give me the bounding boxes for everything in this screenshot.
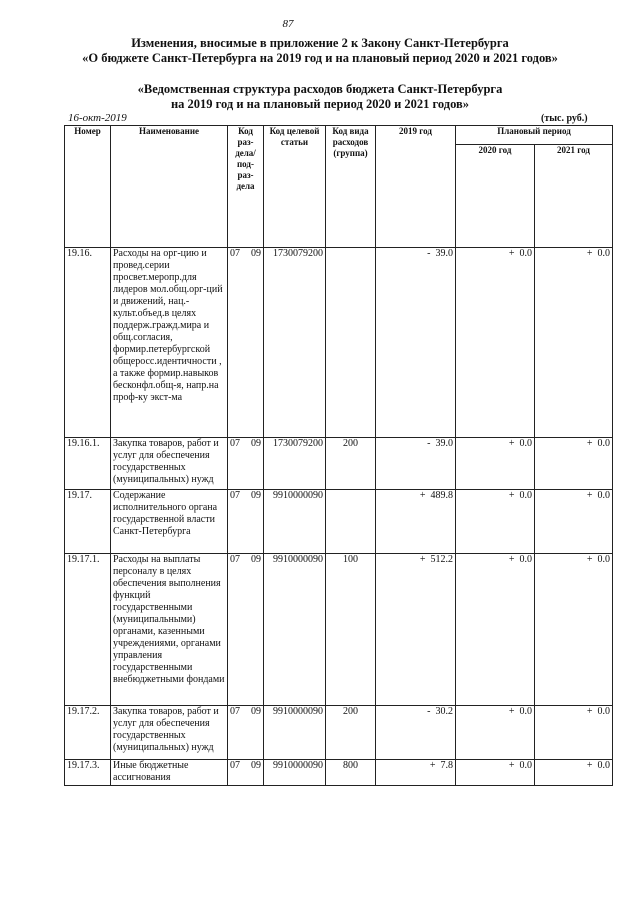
document-date: 16-окт-2019 <box>68 112 127 124</box>
title-line-1: Изменения, вносимые в приложение 2 к Закону Санкт-Петербурга <box>131 36 509 50</box>
row-name: Закупка товаров, работ и услуг для обеспечения государственных (муниципальных) нужд <box>111 438 228 490</box>
row-amount-2019: - 39.0 <box>376 248 456 438</box>
podrazdel-code: 09 <box>251 438 261 449</box>
header-name: Наименование <box>111 126 228 248</box>
row-amount-2020: + 0.0 <box>456 490 535 554</box>
document-subtitle <box>0 82 640 112</box>
header-2021: 2021 год <box>535 145 613 248</box>
row-amount-2020: + 0.0 <box>456 706 535 760</box>
document-title <box>0 36 640 66</box>
razdel-code: 07 <box>230 706 240 717</box>
table-row <box>65 248 613 438</box>
row-name: Иные бюджетные ассигнования <box>111 760 228 786</box>
header-2020: 2020 год <box>456 145 535 248</box>
row-target-article: 9910000090 <box>264 554 326 706</box>
row-amount-2019: - 39.0 <box>376 438 456 490</box>
row-expense-type: 800 <box>326 760 376 786</box>
row-target-article: 9910000090 <box>264 490 326 554</box>
row-number: 19.17.3. <box>65 760 111 786</box>
row-razdel <box>228 554 264 706</box>
row-razdel <box>228 248 264 438</box>
row-target-article: 1730079200 <box>264 248 326 438</box>
header-expense-type: Код вида расходов (группа) <box>326 126 376 248</box>
razdel-code: 07 <box>230 760 240 771</box>
row-amount-2021: + 0.0 <box>535 554 613 706</box>
subtitle-line-2: на 2019 год и на плановый период 2020 и 2021 годов» <box>170 97 470 111</box>
row-number: 19.17.1. <box>65 554 111 706</box>
row-razdel <box>228 438 264 490</box>
row-name: Расходы на выплаты персоналу в целях обеспечения выполнения функций государственными (муниципальными) органами, казенными учреждениями, органами управления государственными внебюджетными фондами <box>111 554 228 706</box>
row-razdel <box>228 490 264 554</box>
razdel-code: 07 <box>230 490 240 501</box>
units-label: (тыс. руб.) <box>541 113 588 124</box>
podrazdel-code: 09 <box>251 760 261 771</box>
razdel-code: 07 <box>230 438 240 449</box>
podrazdel-code: 09 <box>251 490 261 501</box>
row-number: 19.16. <box>65 248 111 438</box>
table-row <box>65 554 613 706</box>
table-body <box>65 248 613 786</box>
row-expense-type: 200 <box>326 706 376 760</box>
row-amount-2021: + 0.0 <box>535 438 613 490</box>
row-amount-2020: + 0.0 <box>456 760 535 786</box>
row-number: 19.17. <box>65 490 111 554</box>
row-target-article: 1730079200 <box>264 438 326 490</box>
razdel-code: 07 <box>230 554 240 565</box>
row-name: Расходы на орг-цию и провед.серии просвет.меропр.для лидеров мол.общ.орг-ций и движений, нац.-культ.объед.в целях поддерж.гражд.мира и общ.согласия, формир.петербургской общеросс.идентичности , а также формир.навыков бесконфл.общ-я, напр.на проф-ку экст-ма <box>111 248 228 438</box>
row-razdel <box>228 706 264 760</box>
row-amount-2021: + 0.0 <box>535 760 613 786</box>
row-amount-2019: - 30.2 <box>376 706 456 760</box>
header-razdel: Код раз- дела/ под- раз- дела <box>228 126 264 248</box>
table-row <box>65 438 613 490</box>
row-number: 19.16.1. <box>65 438 111 490</box>
row-target-article: 9910000090 <box>264 706 326 760</box>
header-number: Номер <box>65 126 111 248</box>
razdel-code: 07 <box>230 248 240 259</box>
row-expense-type: 200 <box>326 438 376 490</box>
title-line-2: «О бюджете Санкт-Петербурга на 2019 год и на плановый период 2020 и 2021 годов» <box>82 51 558 65</box>
row-amount-2020: + 0.0 <box>456 248 535 438</box>
podrazdel-code: 09 <box>251 554 261 565</box>
row-number: 19.17.2. <box>65 706 111 760</box>
row-name: Содержание исполнительного органа государственной власти Санкт-Петербурга <box>111 490 228 554</box>
row-expense-type: 100 <box>326 554 376 706</box>
row-amount-2021: + 0.0 <box>535 248 613 438</box>
row-amount-2019: + 7.8 <box>376 760 456 786</box>
header-plan-period: Плановый период <box>456 126 613 145</box>
row-amount-2021: + 0.0 <box>535 490 613 554</box>
row-name: Закупка товаров, работ и услуг для обеспечения государственных (муниципальных) нужд <box>111 706 228 760</box>
row-target-article: 9910000090 <box>264 760 326 786</box>
table-row <box>65 490 613 554</box>
row-amount-2021: + 0.0 <box>535 706 613 760</box>
subtitle-line-1: «Ведомственная структура расходов бюджета Санкт-Петербурга <box>137 82 503 96</box>
podrazdel-code: 09 <box>251 248 261 259</box>
table-row <box>65 706 613 760</box>
row-razdel <box>228 760 264 786</box>
header-target-article: Код целевой статьи <box>264 126 326 248</box>
row-amount-2020: + 0.0 <box>456 554 535 706</box>
table-row <box>65 760 613 786</box>
row-amount-2020: + 0.0 <box>456 438 535 490</box>
row-amount-2019: + 512.2 <box>376 554 456 706</box>
budget-table <box>64 125 613 786</box>
header-2019: 2019 год <box>376 126 456 248</box>
row-amount-2019: + 489.8 <box>376 490 456 554</box>
row-expense-type <box>326 490 376 554</box>
row-expense-type <box>326 248 376 438</box>
page-number: 87 <box>282 18 294 30</box>
podrazdel-code: 09 <box>251 706 261 717</box>
